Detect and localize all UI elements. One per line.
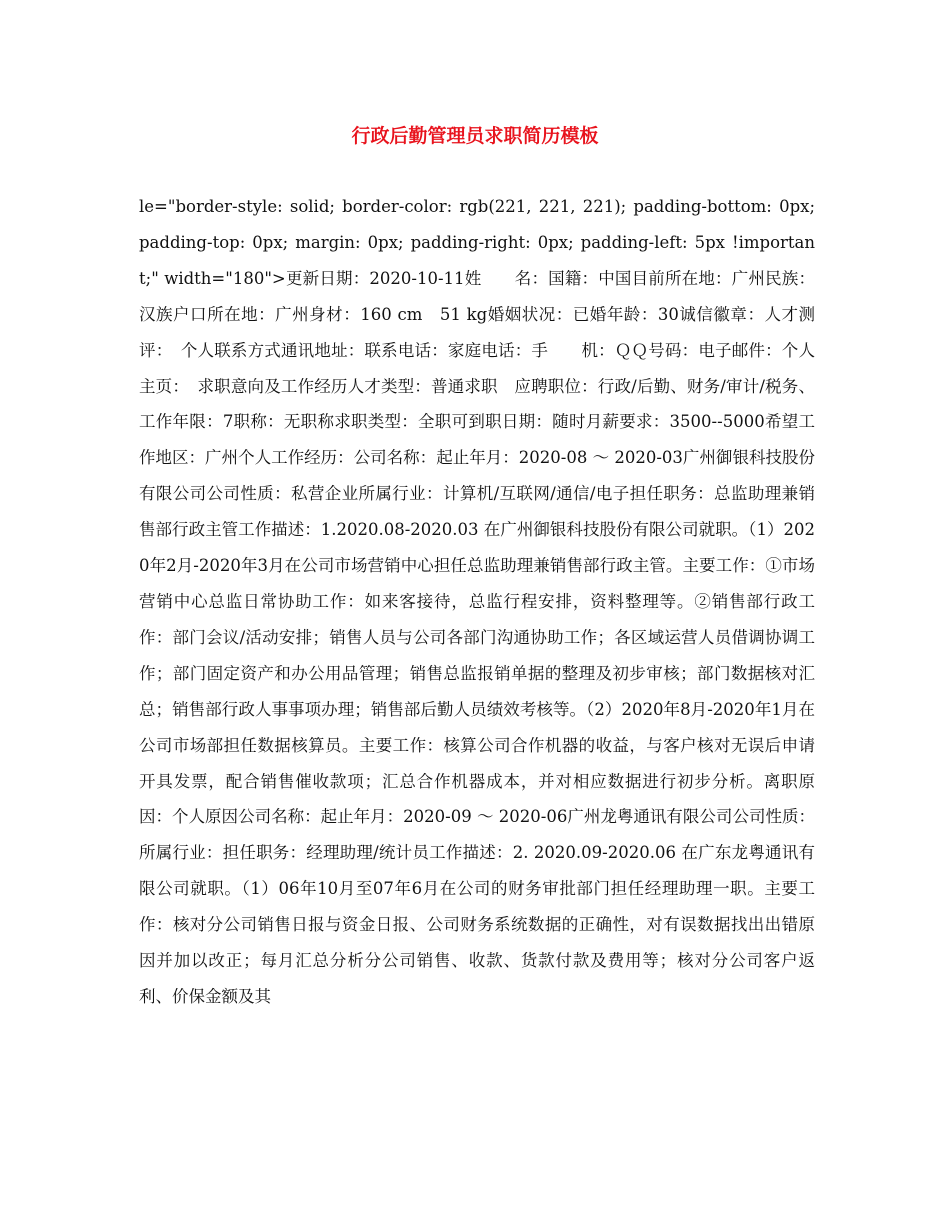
document-title: 行政后勤管理员求职简历模板 — [351, 125, 599, 147]
document-body: le="border-style: solid; border-color: rgb(221, 221, 221); padding-bottom: 0px; padding-top: 0px; margin: 0px; padding-right: 0px; padding-left: 5px !important;" width="180">更新日期：2020-10-11姓 名：国籍：中国目前所在地：广州民族：汉族户口所在地：广州身材：160 cm 51 kg婚姻状况：已婚年龄：30诚信徽章：人才测评： 个人联系方式通讯地址：联系电话：家庭电话：手 机：ＱＱ号码：电子邮件：个人主页： 求职意向及工作经历人才类型：普通求职 应聘职位：行政/后勤、财务/审计/税务、工作年限：7职称：无职称求职类型：全职可到职日期：随时月薪要求：3500--5000希望工作地区：广州个人工作经历：公司名称：起止年月：2020-08 ～ 2020-03广州御银科技股份有限公司公司性质：私营企业所属行业：计算机/互联网/通信/电子担任职务：总监助理兼销售部行政主管工作描述：1.2020.08-2020.03 在广州御银科技股份有限公司就职。（1）2020年2月-2020年3月在公司市场营销中心担任总监助理兼销售部行政主管。主要工作：①市场营销中心总监日常协助工作：如来客接待，总监行程安排，资料整理等。②销售部行政工作：部门会议/活动安排；销售人员与公司各部门沟通协助工作；各区域运营人员借调协调工作；部门固定资产和办公用品管理；销售总监报销单据的整理及初步审核；部门数据核对汇总；销售部行政人事事项办理；销售部后勤人员绩效考核等。（2）2020年8月-2020年1月在公司市场部担任数据核算员。主要工作：核算公司合作机器的收益，与客户核对无误后申请开具发票，配合销售催收款项；汇总合作机器成本，并对相应数据进行初步分析。离职原因：个人原因公司名称：起止年月：2020-09 ～ 2020-06广州龙粤通讯有限公司公司性质：所属行业：担任职务：经理助理/统计员工作描述：2. 2020.09-2020.06 在广东龙粤通讯有限公司就职。（1）06年10月至07年6月在公司的财务审批部门担任经理助理一职。主要工作：核对分公司销售日报与资金日报、公司财务系统数据的正确性，对有误数据找出出错原因并加以改正；每月汇总分析分公司销售、收款、货款付款及费用等；核对分公司客户返利、价保金额及其 — [139, 197, 815, 1006]
